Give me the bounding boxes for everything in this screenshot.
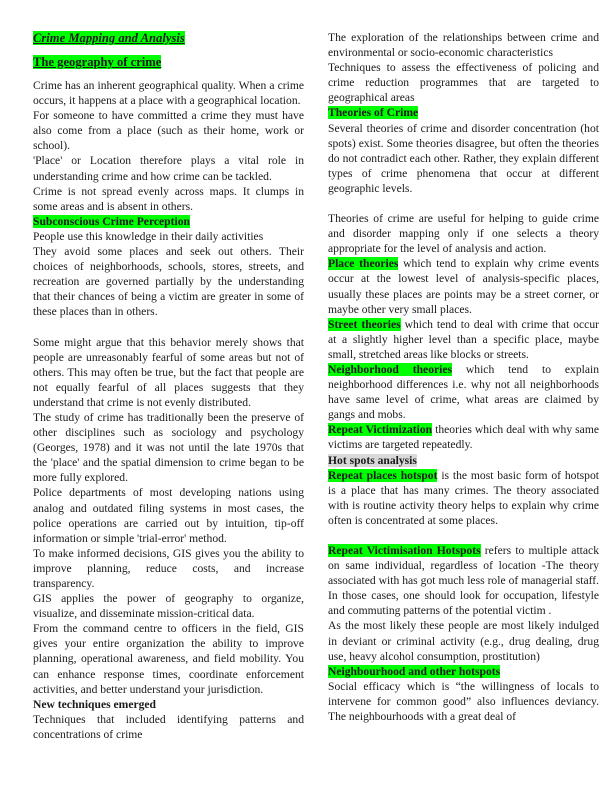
paragraph-repeat-victimisation-hotspots-body: refers to multiple attack on same individual, regardless of location -The theory associated with has got much less role of managerial staff. In those cases, one should look for occupation, lifestyle and commuting patterns of the potential victim . [328, 544, 599, 618]
paragraph-social-efficacy: Social efficacy which is “the willingness of locals to intervene for common good” also influences deviancy. The neighbourhoods with a great deal of [328, 679, 599, 724]
paragraph-repeat-victimization-body: theories which deal with why same victims are targeted repeatedly. [328, 423, 599, 452]
paragraph-street-theories [328, 317, 599, 362]
page-title [33, 30, 304, 47]
heading-theories-of-crime-text: Theories of Crime [328, 106, 419, 120]
paragraph-techniques-included: Techniques that included identifying patterns and concentrations of crime [33, 712, 304, 741]
lead-in-repeat-victimization: Repeat Victimization [328, 423, 433, 437]
paragraph-people-use-knowledge: People use this knowledge in their daily activities [33, 229, 264, 243]
spacer [328, 196, 599, 211]
spacer [33, 47, 304, 54]
heading-theories-of-crime [328, 105, 599, 120]
paragraph-place-theories [328, 256, 599, 316]
lead-in-repeat-places-hotspot: Repeat places hotspot [328, 468, 438, 482]
paragraph-repeat-victimization [328, 422, 599, 452]
spacer [328, 528, 599, 543]
right-column [328, 30, 599, 774]
page-title-text: Crime Mapping and Analysis [33, 31, 185, 45]
heading-neighbourhood-other-hotspots [328, 664, 599, 679]
paragraph-crime-clumps: Crime is not spread evenly across maps. It clumps in some areas and is absent in others. [33, 184, 304, 213]
left-column [33, 30, 304, 774]
lead-in-repeat-victimisation-hotspots: Repeat Victimisation Hotspots [328, 544, 481, 557]
paragraph-repeat-places-hotspot-body: is the most basic form of hotspot is a place that has many crimes. The theory associated with is routine activity theory helps to explain why crime often is concentrated at some places. [328, 468, 599, 527]
lead-in-neighborhood-theories: Neighborhood theories [328, 362, 453, 376]
paragraph-informed-decisions: To make informed decisions, GIS gives you the ability to improve planning, reduce costs, and increase transparency. [33, 546, 304, 590]
paragraph-place-theories-body: which tend to explain why crime events occur at the lowest level of analysis-specific places, usually these places are points may be a street corner, or maybe other very small places. [328, 257, 599, 316]
paragraph-most-likely-people: As the most likely these people are most likely indulged in deviant or criminal activity (e.g., drug dealing, drug use, heavy alcohol consumption, prostitution) [328, 619, 599, 663]
paragraph-committed-crime: For someone to have committed a crime they must have also come from a place (such as their home, work or school). [33, 109, 304, 153]
paragraph-repeat-places-hotspot [328, 468, 599, 528]
paragraph-several-theories: Several theories of crime and disorder concentration (hot spots) exist. Some theories disagree, but often the theories do not contradict each other. Rather, they explain different types of crime phenomena that occur at different geographic levels. [328, 121, 599, 195]
paragraph-exploration-relationships: The exploration of the relationships between crime and environmental or socio-economic characteristics [328, 31, 599, 60]
lead-in-street-theories: Street theories [328, 317, 401, 331]
paragraph-techniques-effectiveness: Techniques to assess the effectiveness of policing and crime reduction programmes that are targeted to geographical areas [328, 61, 599, 105]
paragraph-neighborhood-theories [328, 362, 599, 422]
two-column-layout [33, 30, 599, 774]
paragraph-theories-useful: Theories of crime are useful for helping to guide crime and disorder mapping only if one selects a theory appropriate for the level of analysis and action. [328, 212, 599, 256]
spacer [33, 71, 304, 78]
paragraph-neighborhood-theories-body: which tend to explain neighborhood differences i.e. why not all neighborhoods have same level of crime, what areas are claimed by gangs and mobs. [328, 362, 599, 422]
paragraph-crime-inherent: Crime has an inherent geographical quality. When a crime occurs, it happens at a place with a geographical location. [33, 79, 304, 108]
spacer [33, 320, 304, 335]
paragraph-behavior-fearful: Some might argue that this behavior merely shows that people are unreasonably fearful of some areas but not of others. This may often be true, but the fact that people are not equally fearful of all places suggests that they understand that crime is not evenly distributed. [33, 335, 304, 409]
paragraph-repeat-victimisation-hotspots [328, 543, 599, 618]
paragraph-study-of-crime: The study of crime has traditionally been the preserve of other disciplines such as sociology and psychology (Georges, 1978) and it was not until the late 1970s that the 'place' and the spatial dimension to crime began to be more fully explored. [33, 410, 304, 485]
heading-new-techniques-emerged: New techniques emerged [33, 697, 156, 711]
heading-subconscious-crime-perception [33, 214, 304, 229]
section-heading-geography-text: The geography of crime [33, 55, 162, 69]
heading-hot-spots-analysis [328, 453, 599, 468]
paragraph-avoid-places: They avoid some places and seek out others. Their choices of neighborhoods, schools, stores, streets, and recreation are governed partially by the understanding that their chances of being a victim are greater in some of these places than in others. [33, 245, 304, 319]
section-heading-geography [33, 54, 304, 71]
heading-neighbourhood-other-hotspots-text: Neighbourhood and other hotspots [328, 664, 501, 678]
paragraph-gis-applies: GIS applies the power of geography to organize, visualize, and disseminate mission-critical data. [33, 592, 304, 621]
heading-subconscious-crime-perception-text: Subconscious Crime Perception [33, 214, 190, 228]
paragraph-street-theories-body: which tend to deal with crime that occur at a slightly higher level than a specific place, maybe small, stretched areas like blocks or streets. [328, 317, 599, 361]
heading-hot-spots-analysis-text: Hot spots analysis [328, 453, 417, 467]
paragraph-police-departments: Police departments of most developing nations using analog and outdated filing systems in most cases, the police operations are carried out by intuition, tip-off information or simple 'trial-error' method. [33, 486, 304, 545]
lead-in-place-theories: Place theories [328, 257, 399, 271]
paragraph-command-centre: From the command centre to officers in the field, GIS gives your entire organization the ability to improve planning, operational awareness, and field mobility. You can enhance response times, coordinate enforcement activities, and better understand your jurisdiction. [33, 622, 304, 696]
paragraph-place-location: 'Place' or Location therefore plays a vital role in understanding crime and how crime can be tackled. [33, 154, 304, 183]
